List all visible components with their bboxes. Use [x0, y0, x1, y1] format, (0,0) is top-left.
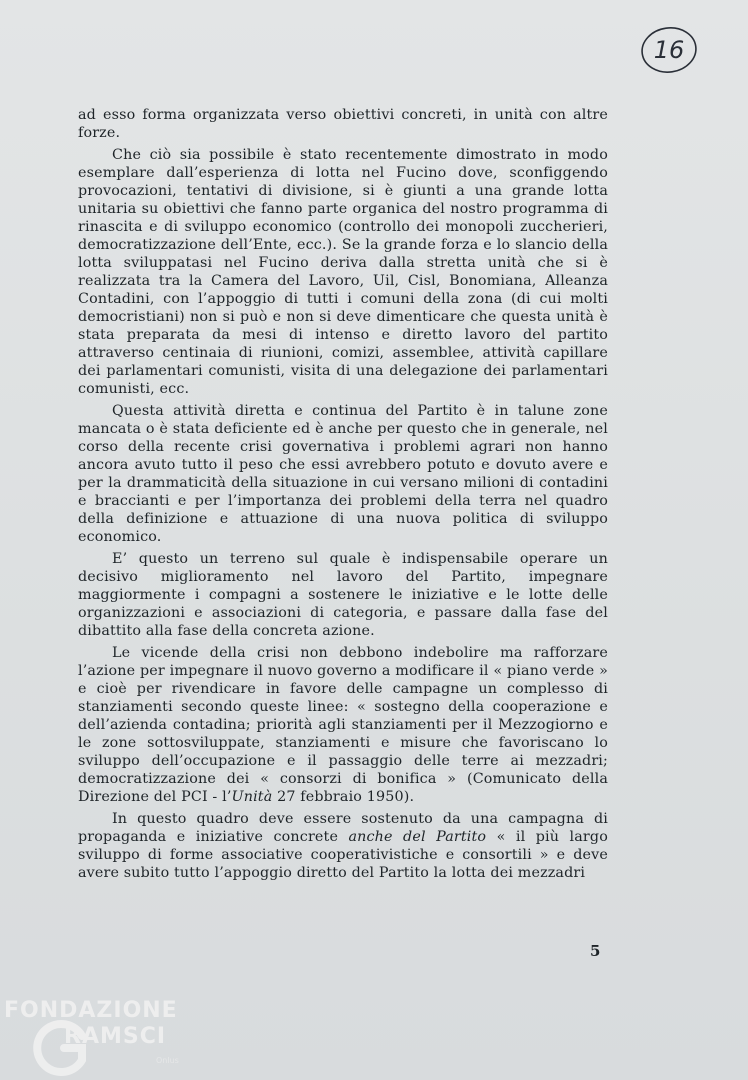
paragraph [78, 810, 608, 882]
paragraph [78, 550, 608, 640]
paragraph [78, 402, 608, 546]
watermark-small-text: Onlus [156, 1056, 179, 1065]
paragraph [78, 644, 608, 806]
paragraph-text: Che ciò sia possibile è stato recentemente dimostrato in modo esemplare dall’esperienza di lotta nel Fucino dove, sconfiggendo provocazioni, tentativi di divisione, si è giunti a una grande lotta unitaria su obiettivi che fanno parte organica del nostro programma di rinascita e di sviluppo economico (controllo dei monopoli zuccherieri, democratizzazione dell’Ente, ecc.). Se la grande forza e lo slancio della lotta sviluppatasi nel Fucino deriva dalla stretta unità che si è realizzata tra la Camera del Lavoro, Uil, Cisl, Bonomiana, Alleanza Contadini, con l’appoggio di tutti i comuni della zona (di cui molti democristiani) non si può e non si deve dimenticare che questa unità è stata preparata da mesi di intenso e diretto lavoro del partito attraverso centinaia di riunioni, comizi, assemblee, attività capillare dei parlamentari comunisti, visita di una delegazione dei parlamentari comunisti, ecc. [78, 147, 608, 397]
paragraph-text: Questa attività diretta e continua del Partito è in talune zone mancata o è stata deficiente ed è anche per questo che in generale, nel corso della recente crisi governativa i problemi agrari non hanno ancora avuto tutto il peso che essi avrebbero potuto e dovuto avere e per la drammaticità della situazione in cui versano milioni di contadini e braccianti e per l’importanza dei problemi della terra nel quadro della definizione e attuazione di una nuova politica di sviluppo economico. [78, 403, 608, 545]
body-text [78, 106, 608, 886]
paragraph-text: Le vicende della crisi non debbono indebolire ma rafforzare l’azione per impegnare il nuovo governo a modificare il « piano verde » e cioè per rivendicare in favore delle campagne un complesso di stanziamenti secondo queste linee: « sostegno della cooperazione e dell’azienda contadina; priorità agli stanziamenti per il Mezzogiorno e le zone sottosviluppate, stanziamenti e misure che favoriscano lo sviluppo dell’occupazione e il passaggio delle terre ai mezzadri; democratizzazione dei « consorzi di bonifica » (Comunicato della Direzione del PCI - l’ [78, 645, 608, 805]
paragraph-text: ad esso forma organizzata verso obiettivi concreti, in unità con altre forze. [78, 107, 608, 141]
paragraph [78, 146, 608, 398]
circled-number-mark [640, 25, 698, 75]
paragraph-text: E’ questo un terreno sul quale è indispensabile operare un decisivo miglioramento nel lavoro del Partito, impegnare maggiormente i compagni a sostenere le iniziative e le lotte delle organizzazioni e associazioni di categoria, e passare dalla fase del dibattito alla fase della concreta azione. [78, 551, 608, 639]
watermark-line2: RAMSCI [64, 1024, 167, 1049]
handwritten-page-number [640, 25, 698, 75]
paragraph-text: 27 febbraio 1950). [272, 789, 415, 805]
italic-text: Unità [231, 789, 273, 805]
watermark-line1: FONDAZIONE [4, 998, 178, 1023]
fondazione-gramsci-watermark [4, 998, 204, 1078]
paragraph-text: In questo quadro deve essere sostenuto da una campagna di propaganda e iniziative concrete [78, 811, 608, 845]
printed-page-number: 5 [590, 942, 601, 960]
handwritten-number-text: 16 [653, 36, 685, 64]
paragraph-text: « il più largo sviluppo di forme associative cooperativistiche e consortili » e deve avere subito tutto l’appoggio diretto del Partito la lotta dei mezzadri [78, 829, 608, 881]
paragraph [78, 106, 608, 142]
italic-text: anche del Partito [348, 829, 487, 845]
